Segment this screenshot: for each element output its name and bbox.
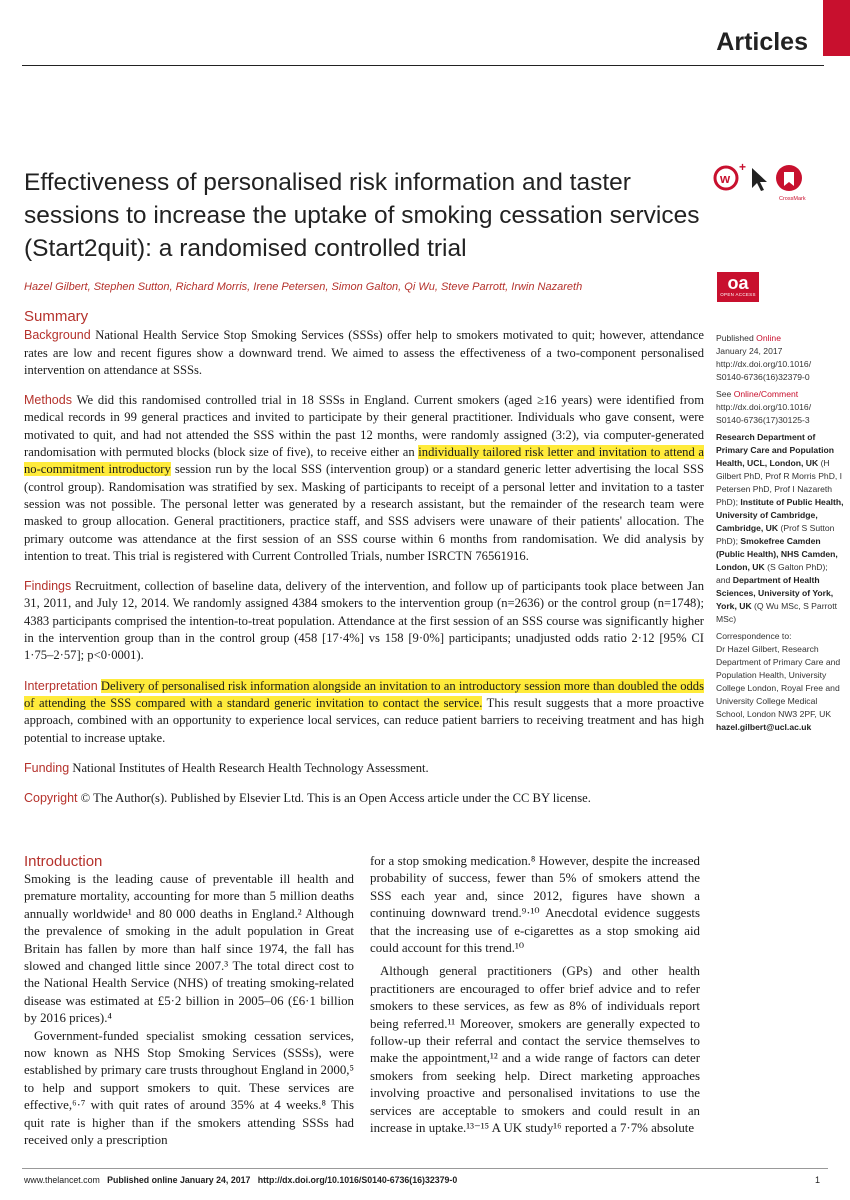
comment-link[interactable]: Online/Comment <box>733 389 799 399</box>
intro-paragraph: Although general practitioners (GPs) and other health practitioners are encouraged to offer brief advice and to refer smokers to these services, as few as 8% of individuals report being referred.¹¹ Moreover, smokers are generally expected to follow-up their referral and contact the service themselves to make the appointment,¹² and a wide range of factors can deter smokers from seeking help. Direct marketing approaches involving proactive and personalised invitations to use the services are acceptable to smokers and could result in an increase in uptake.¹³⁻¹⁵ A UK study¹⁶ reported a 7·7% absolute <box>370 964 700 1136</box>
page-number: 1 <box>814 1175 820 1185</box>
header-divider <box>22 65 824 66</box>
methods-highlight: individually tailored risk letter and invitation to attend a no-commitment introductory <box>24 445 704 477</box>
intro-paragraph: Government-funded specialist smoking cessation services, now known as NHS Stop Smoking Services (SSSs), were established by primary care trusts throughout England in 2000,⁵ to help and support smokers to quit. These services are effective,⁶·⁷ with quit rates of around 35% at 4 weeks.⁸ This quit rate is higher than if the smokers attending SSSs had received only a prescription <box>24 1028 354 1148</box>
svg-text:+: + <box>739 162 747 174</box>
correspondence-email[interactable]: hazel.gilbert@ucl.ac.uk <box>716 722 812 732</box>
correspondence-label: Correspondence to: <box>716 631 792 641</box>
funding-text: National Institutes of Health Research Health Technology Assessment. <box>72 760 429 775</box>
interpretation-label: Interpretation <box>24 678 98 693</box>
abstract-methods <box>24 392 704 565</box>
svg-text:w: w <box>720 171 731 186</box>
correspondence <box>716 630 844 734</box>
background-label: Background <box>24 328 91 343</box>
abstract-interpretation <box>24 678 704 747</box>
page-footer <box>24 1175 457 1185</box>
footer-doi-link[interactable]: http://dx.doi.org/10.1016/S0140-6736(16)32379-0 <box>257 1175 458 1185</box>
abstract-copyright <box>24 790 704 807</box>
intro-paragraph: for a stop smoking medication.⁸ However, despite the increased probability of success, fewer than 5% of smokers attend the SSS each year and, since 2012, figures have shown a continuing downward trend.⁹·¹⁰ Anecdotal evidence suggests that the increasing use of e-cigarettes as a stop smoking aid could account for this trend.¹⁰ <box>370 854 700 956</box>
section-label: Articles <box>716 28 808 56</box>
copyright-text: © The Author(s). Published by Elsevier Ltd. This is an Open Access article under the CC BY license. <box>80 791 591 806</box>
oa-sublabel: OPEN ACCESS <box>720 292 756 297</box>
abstract-funding <box>24 760 704 777</box>
comment-doi-link[interactable]: http://dx.doi.org/10.1016/ S0140-6736(17)30125-3 <box>716 402 812 425</box>
svg-text:CrossMark: CrossMark <box>779 196 806 202</box>
publication-info <box>716 332 844 384</box>
summary-heading: Summary <box>24 308 89 325</box>
article-sidebar <box>716 332 844 738</box>
affiliations: Research Department of Primary Care and Population Health, UCL, London, UK (H Gilbert PhD, Prof R Morris PhD, I Petersen PhD, Prof I Nazareth PhD); Institute of Public Health, University of Cambridge, Cambridge, UK (Prof S Sutton PhD); Smokefree Camden (Public Health), NHS Camden, London, UK (S Galton PhD); and Department of Health Sciences, University of York, York, UK (Q Wu MSc, S Parrott MSc) <box>716 432 844 624</box>
abstract-background <box>24 327 704 379</box>
published-online: Online <box>756 333 781 343</box>
abstract-findings <box>24 578 704 664</box>
background-text: National Health Service Stop Smoking Services (SSSs) offer help to smokers motivated to quit; however, attendance rates are low and recent figures show a downward trend. We aimed to assess the effectiveness of a two-component personalised intervention on attendance at SSSs. <box>24 328 704 377</box>
footer-published: Published online January 24, 2017 <box>107 1175 251 1185</box>
methods-text-continued: session run by the local SSS (intervention group) or a standard generic letter advertising the local SSS (control group). Randomisation was stratified by sex. Masking of participants to receipt of a personal letter and invitation to a taster session was not possible. The personal letter was generated by a research assistant, but the remainder of the research team were masked to group allocation. General practitioners, practice staff, and SSS advisers were unaware of their patients' allocation. The primary outcome was attendance at the first session of an SSS course within 6 months from randomisation. We did analysis by intention to treat. This trial is registered with Current Controlled Trials, number ISRCTN 76561916. <box>24 462 704 563</box>
affiliation-ucl: Research Department of Primary Care and Population Health, UCL, London, UK <box>716 432 834 468</box>
see-label: See <box>716 389 732 399</box>
abstract <box>24 308 704 820</box>
article-tools-icon[interactable] <box>712 162 812 202</box>
comment-info <box>716 388 844 427</box>
intro-paragraph: Smoking is the leading cause of preventable ill health and premature mortality, accounting for more than 5 million deaths annually worldwide¹ and 80 000 deaths in England.² Although the prevalence of smoking in the adult population in Great Britain has fallen by more than half since 1974, the fall has slowed and changed little since 2007.³ The total direct cost to the National Health Service (NHS) of treating smoking-related disease was estimated at £5·2 billion in 2005–06 (£6·1 billion by 2016 prices).⁴ <box>24 872 354 1026</box>
badge-group <box>712 162 812 202</box>
cursor-icon <box>752 168 767 191</box>
findings-label: Findings <box>24 579 72 594</box>
methods-text: We did this randomised controlled trial in 18 SSSs in England. Current smokers (aged ≥16 years) were identified from medical records in 99 general practices and invited to participate by their general practitioner. Individuals who gave consent, were motivated to quit, and had not attended the SSS within the past 12 months, were randomly assigned (3:2), via computer-generated randomisation with permuted blocks (block size of five), to receive either an <box>24 393 704 460</box>
oa-label: oa <box>727 273 749 293</box>
footer-divider <box>22 1168 828 1169</box>
text-column-left <box>24 853 354 1150</box>
interpretation-highlight: Delivery of personalised risk information alongside an invitation to an introductory session more than doubled the odds of attending the SSS compared with a standard generic invitation to contact the service. <box>24 678 704 710</box>
section-color-bar <box>823 0 850 56</box>
open-access-badge[interactable] <box>717 272 759 302</box>
affiliation-cambridge: Institute of Public Health, University of Cambridge, Cambridge, UK <box>716 497 844 533</box>
correspondence-address: Dr Hazel Gilbert, Research Department of Primary Care and Population Health, University College London, Royal Free and University College Medical School, London NW3 2PF, UK <box>716 644 841 719</box>
copyright-label: Copyright <box>24 791 78 806</box>
funding-label: Funding <box>24 760 70 775</box>
published-doi-link[interactable]: http://dx.doi.org/10.1016/ S0140-6736(16)32379-0 <box>716 359 812 382</box>
published-date: January 24, 2017 <box>716 346 783 356</box>
findings-text: Recruitment, collection of baseline data, delivery of the intervention, and follow up of participants took place between Jan 31, 2011, and July 12, 2014. We randomly assigned 4384 smokers to the intervention group (n=2636) or the control group (n=1748); 4383 participants comprised the intention-to-treat population. Attendance at the first session of an SSS course was significantly higher in the intervention group than in the control group (458 [17·4%] vs 158 [9·0%] participants; unadjusted odds ratio 2·12 [95% CI 1·75–2·57]; p<0·0001). <box>24 579 704 663</box>
affiliation-camden: Smokefree Camden (Public Health), NHS Camden, London, UK <box>716 536 838 572</box>
affiliation-york: Department of Health Sciences, University of York, York, UK <box>716 575 834 611</box>
introduction-heading: Introduction <box>24 853 103 870</box>
journal-site-link[interactable]: www.thelancet.com <box>24 1175 100 1185</box>
text-column-right <box>370 853 700 1138</box>
published-label: Published <box>716 333 754 343</box>
methods-label: Methods <box>24 393 72 408</box>
interpretation-text: This result suggests that a more proactive approach, combined with an opportunity to experience local services, can reduce patient barriers to receiving treatment and has high potential to increase uptake. <box>24 695 704 745</box>
article-title: Effectiveness of personalised risk information and taster sessions to increase the uptake of smoking cessation services (Start2quit): a randomised controlled trial <box>24 169 700 262</box>
author-list: Hazel Gilbert, Stephen Sutton, Richard Morris, Irene Petersen, Simon Galton, Qi Wu, Steve Parrott, Irwin Nazareth <box>24 281 583 293</box>
